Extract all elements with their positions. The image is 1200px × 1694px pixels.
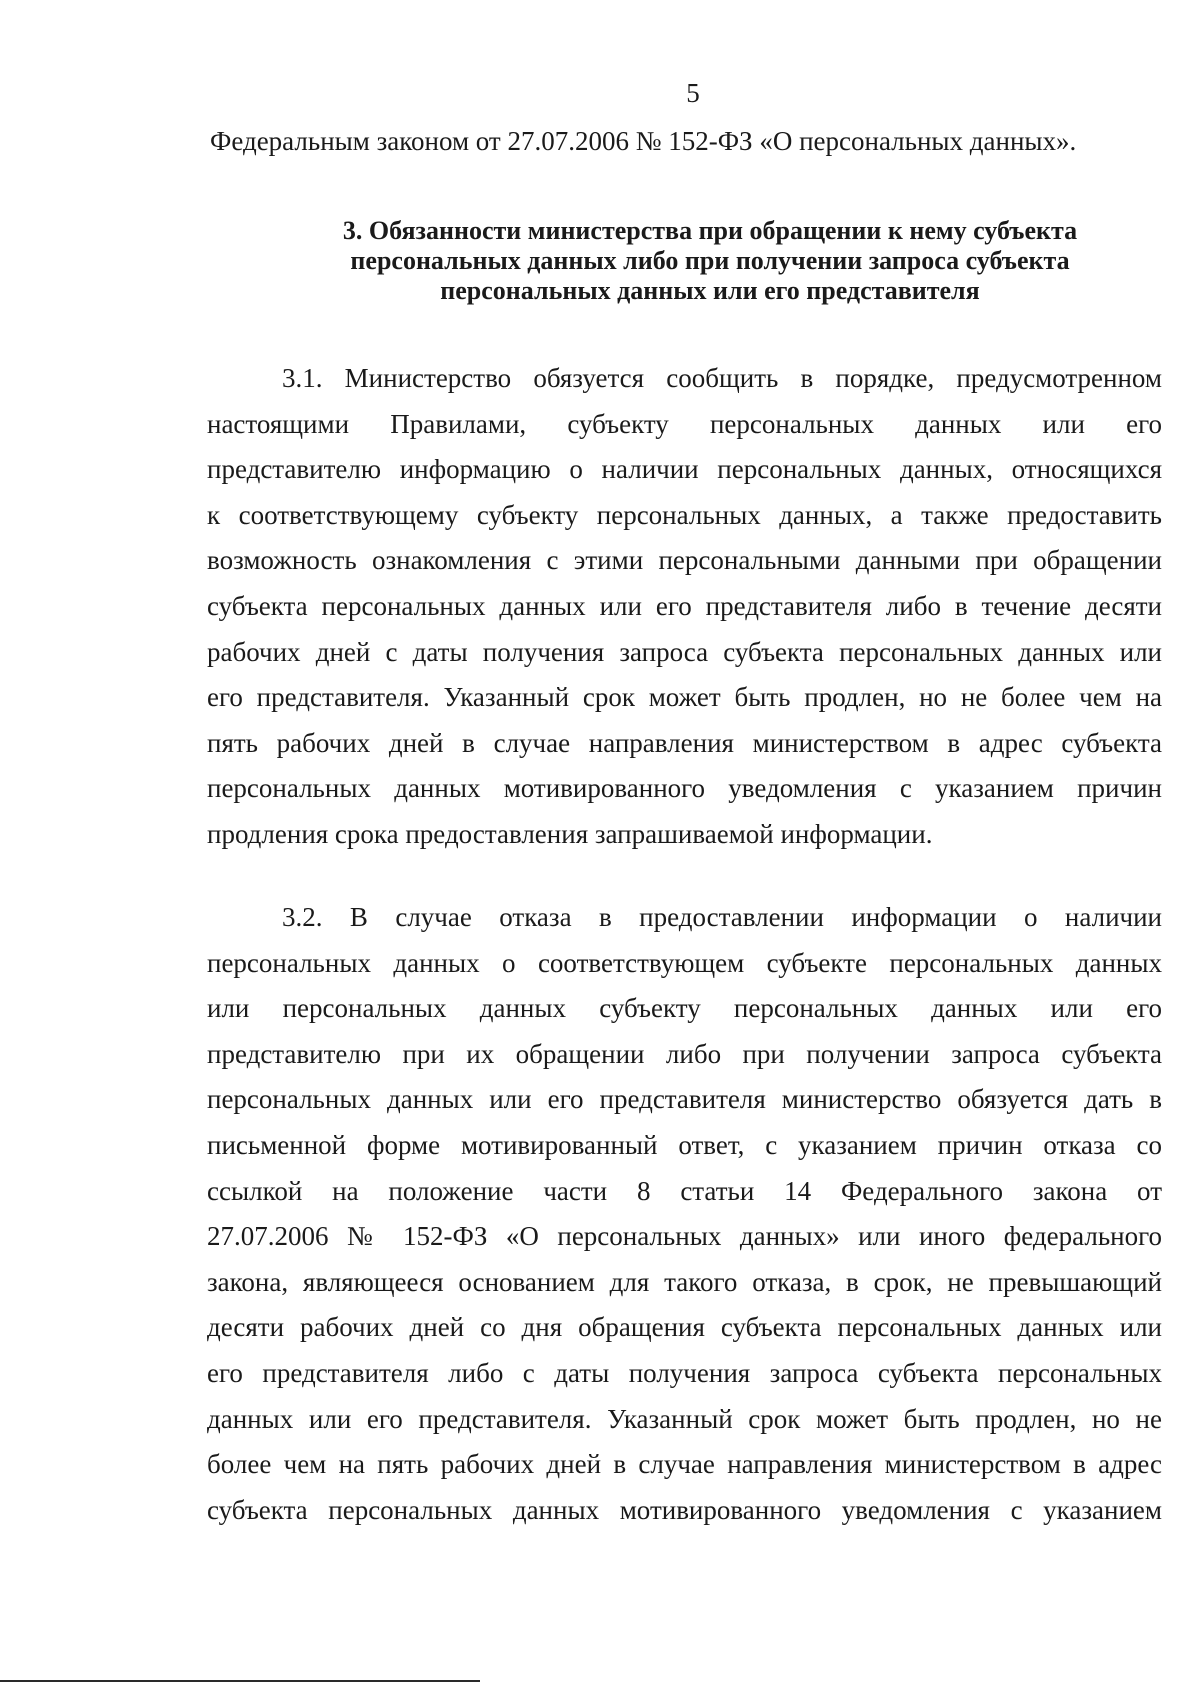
text-line: данных или его представителя. Указанный срок может быть продлен, но не bbox=[207, 1403, 1162, 1434]
heading-line: персональных данных или его представителя bbox=[440, 276, 980, 305]
text-line: или персональных данных субъекту персональных данных или его bbox=[207, 993, 1162, 1024]
paragraph-3-2 bbox=[207, 895, 1162, 1533]
text-line: представителю при их обращении либо при получении запроса субъекта bbox=[207, 1038, 1162, 1069]
text-line: субъекта персональных данных мотивированного уведомления с указанием bbox=[207, 1494, 1162, 1525]
text-line: продления срока предоставления запрашиваемой информации. bbox=[207, 818, 933, 849]
footer-rule bbox=[0, 1680, 480, 1682]
text-line: к соответствующему субъекту персональных данных, а также предоставить bbox=[207, 499, 1162, 530]
heading-line: персональных данных либо при получении запроса субъекта bbox=[350, 246, 1070, 275]
text-line: десяти рабочих дней со дня обращения субъекта персональных данных или bbox=[207, 1312, 1162, 1343]
intro-line: Федеральным законом от 27.07.2006 № 152-ФЗ «О персональных данных». bbox=[210, 126, 1077, 156]
text-line: персональных данных или его представителя министерство обязуется дать в bbox=[207, 1084, 1162, 1115]
text-line: возможность ознакомления с этими персональными данными при обращении bbox=[207, 545, 1162, 576]
text-line: его представителя. Указанный срок может быть продлен, но не более чем на bbox=[207, 682, 1162, 713]
text-line: 27.07.2006 № 152-ФЗ «О персональных данных» или иного федерального bbox=[207, 1221, 1162, 1252]
section-heading bbox=[240, 216, 1180, 306]
text-line: настоящими Правилами, субъекту персональных данных или его bbox=[207, 408, 1162, 439]
page-number: 5 bbox=[686, 78, 700, 108]
text-line: 3.2. В случае отказа в предоставлении информации о наличии bbox=[282, 902, 1162, 932]
text-line: представителю информацию о наличии персональных данных, относящихся bbox=[207, 454, 1162, 485]
text-line: ссылкой на положение части 8 статьи 14 Федерального закона от bbox=[207, 1175, 1162, 1206]
text-line: его представителя либо с даты получения запроса субъекта персональных bbox=[207, 1357, 1162, 1388]
heading-line: 3. Обязанности министерства при обращении к нему субъекта bbox=[342, 216, 1078, 245]
text-line: 3.1. Министерство обязуется сообщить в порядке, предусмотренном bbox=[282, 363, 1162, 393]
text-line: персональных данных мотивированного уведомления с указанием причин bbox=[207, 773, 1162, 804]
text-line: закона, являющееся основанием для такого отказа, в срок, не превышающий bbox=[207, 1266, 1162, 1297]
text-line: пять рабочих дней в случае направления министерством в адрес субъекта bbox=[207, 727, 1162, 758]
text-line: субъекта персональных данных или его представителя либо в течение десяти bbox=[207, 590, 1162, 621]
paragraph-3-1 bbox=[207, 356, 1162, 858]
text-line: персональных данных о соответствующем субъекте персональных данных bbox=[207, 947, 1162, 978]
text-line: более чем на пять рабочих дней в случае направления министерством в адрес bbox=[207, 1449, 1162, 1480]
text-line: рабочих дней с даты получения запроса субъекта персональных данных или bbox=[207, 636, 1162, 667]
text-line: письменной форме мотивированный ответ, с указанием причин отказа со bbox=[207, 1129, 1162, 1160]
